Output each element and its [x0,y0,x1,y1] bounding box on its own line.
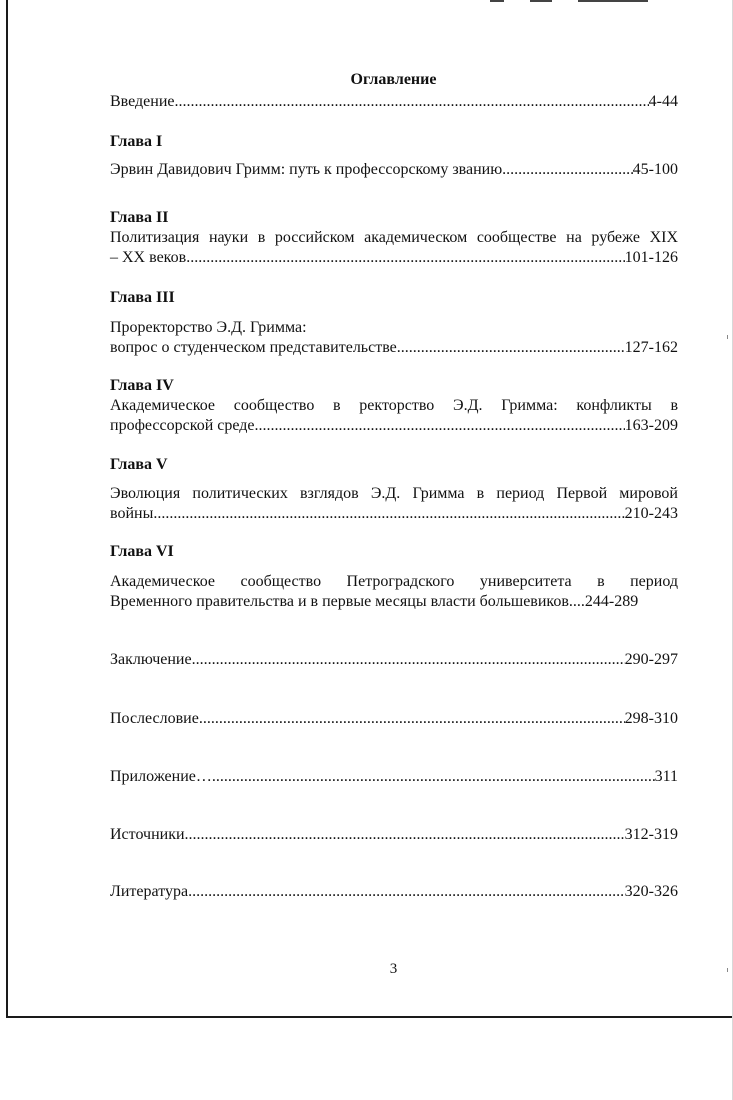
chapter-3-heading: Глава III [110,289,175,306]
entry-pages: 45-100 [632,161,678,178]
entry-pages: 101-126 [624,249,678,266]
toc-entry-chapter-6[interactable]: Временного правительства и в первые месяцы власти большевиков....244-289 [110,593,639,610]
toc-entry-chapter-1[interactable] [110,160,678,180]
entry-pages: 127-162 [624,339,678,356]
entry-pages: 163-209 [624,417,678,434]
leader-dots [397,338,625,358]
entry-label: войны [110,505,154,522]
leader-dots [212,767,655,787]
entry-pages: 311 [654,768,678,785]
entry-pages: 312-319 [624,826,678,843]
chapter-2-title-line: Политизация науки в российском академическом сообществе на рубеже XIX [110,229,678,246]
chapter-5-title-line: Эволюция политических взглядов Э.Д. Гримма в период Первой мировой [110,485,678,502]
leader-dots [188,882,625,902]
leader-dots [185,825,625,845]
entry-label: Заключение [110,651,192,668]
entry-label: Послесловие [110,710,199,727]
chapter-6-heading: Глава VI [110,543,174,560]
chapter-1-heading: Глава I [110,133,163,150]
scan-edge-bottom [6,1016,733,1018]
leader-dots [199,709,625,729]
leader-dots [186,248,624,268]
toc-entry-chapter-4[interactable] [110,416,678,436]
leader-dots [175,92,649,112]
toc-entry-chapter-3[interactable] [110,338,678,358]
entry-label: Приложение… [110,768,212,785]
entry-label: – XX веков [110,249,187,266]
chapter-4-heading: Глава IV [110,377,174,394]
chapter-4-title-line: Академическое сообщество в ректорство Э.Д. Гримма: конфликты в [110,397,678,414]
entry-label: Литература [110,883,189,900]
leader-dots [192,650,625,670]
toc-entry-appendix[interactable] [110,767,678,787]
entry-label: Эрвин Давидович Гримм: путь к профессорскому званию [110,161,503,178]
chapter-3-title-line: Проректорство Э.Д. Гримма: [110,319,307,336]
chapter-6-title-line: Академическое сообщество Петроградского университета в период [110,573,678,590]
toc-entry-chapter-2[interactable] [110,248,678,268]
margin-mark [727,335,728,339]
leader-dots [255,416,625,436]
toc-entry-conclusion[interactable] [110,650,678,670]
entry-label: Введение [110,93,175,110]
entry-pages: 4-44 [648,93,678,110]
entry-pages: 320-326 [624,883,678,900]
scan-edge-left [6,0,8,1017]
leader-dots [502,160,633,180]
toc-entry-afterword[interactable] [110,709,678,729]
toc-entry-intro[interactable] [110,92,678,112]
leader-dots [153,504,624,524]
entry-pages: 210-243 [624,505,678,522]
chapter-5-heading: Глава V [110,456,168,473]
toc-entry-sources[interactable] [110,825,678,845]
scan-top-marks [490,0,650,3]
entry-label: Источники [110,826,185,843]
entry-pages: 290-297 [624,651,678,668]
entry-pages: 298-310 [624,710,678,727]
toc-entry-chapter-5[interactable] [110,504,678,524]
entry-label: профессорской среде [110,417,255,434]
toc-entry-literature[interactable] [110,882,678,902]
page-number: 3 [389,961,398,977]
toc-title: Оглавление [350,71,437,88]
entry-label: вопрос о студенческом представительстве [110,339,397,356]
chapter-2-heading: Глава II [110,209,169,226]
